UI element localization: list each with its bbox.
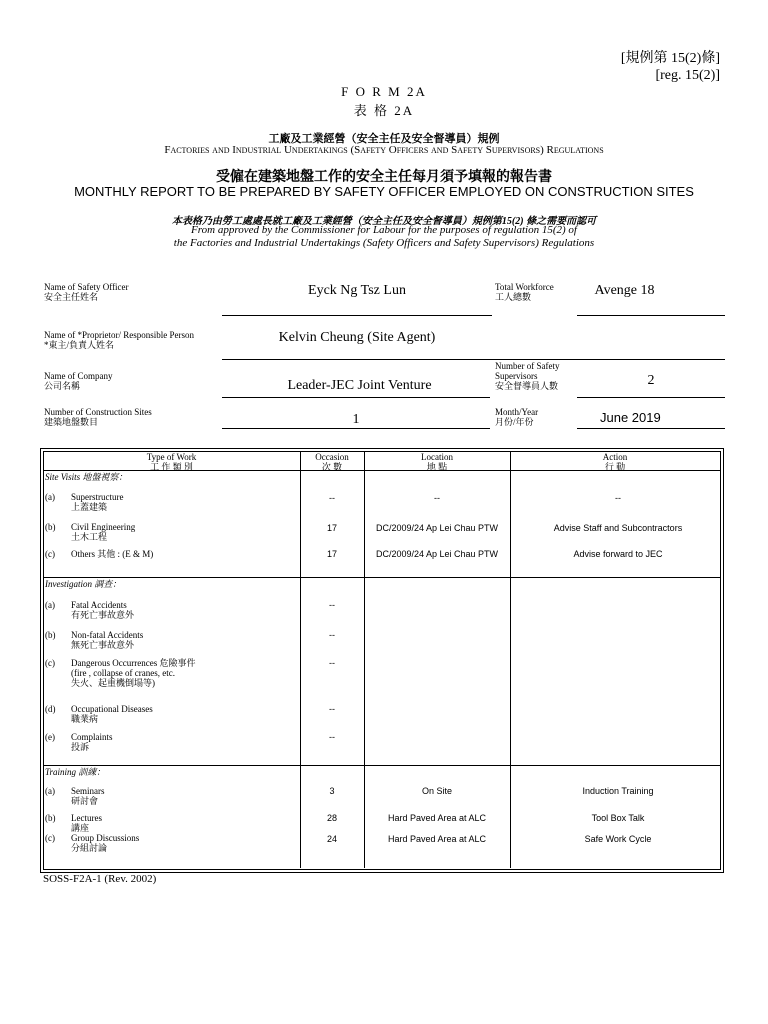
approval-note-english-2: the Factories and Industrial Undertakings (Safety Officers and Safety Supervisors) Regulations: [173, 237, 595, 249]
proprietor-label: Name of *Proprietor/ Responsible Person *東主/負責人姓名: [44, 330, 194, 350]
officer-value[interactable]: Eyck Ng Tsz Lun: [308, 283, 406, 298]
form-title-english: F O R M 2A: [341, 84, 427, 99]
workforce-label: Total Workforce 工人總數: [495, 282, 554, 302]
regulation-ref-chinese: [規例第 15(2)條]: [620, 51, 720, 66]
workforce-value[interactable]: Avenge 18: [594, 283, 655, 298]
section-site-visits: Site Visits 地盤視察：: [45, 472, 128, 482]
sites-value[interactable]: 1: [352, 412, 360, 427]
report-title-chinese: 受僱在建築地盤工作的安全主任每月須予填報的報告書: [216, 170, 552, 185]
section-training: Training 訓練：: [45, 767, 106, 777]
supervisors-label: Number of Safety Supervisors 安全督導員人數: [495, 361, 560, 391]
regulations-title-english: Factories and Industrial Undertakings (Safety Officers and Safety Supervisors) Regulations: [164, 144, 604, 156]
form-title-chinese: 表 格 2A: [353, 103, 415, 118]
proprietor-value[interactable]: Kelvin Cheung (Site Agent): [278, 330, 436, 345]
supervisors-value[interactable]: 2: [647, 373, 655, 388]
approval-note-chinese: 本表格乃由勞工處處長就工廠及工業經營（安全主任及安全督導員）規例第15(2) 條之需要而認可: [171, 216, 597, 227]
section-investigation: Investigation 調查：: [45, 579, 122, 589]
company-label: Name of Company 公司名稱: [44, 371, 113, 391]
header-type-of-work: Type of Work 工 作 類 別: [146, 452, 197, 472]
form-code: SOSS-F2A-1 (Rev. 2002): [43, 873, 157, 885]
sites-label: Number of Construction Sites 建築地盤數目: [44, 407, 152, 427]
header-occasion: Occasion 次 數: [315, 452, 349, 472]
month-value[interactable]: June 2019: [600, 410, 661, 425]
report-title-english: MONTHLY REPORT TO BE PREPARED BY SAFETY OFFICER EMPLOYED ON CONSTRUCTION SITES: [74, 184, 694, 199]
regulations-title-chinese: 工廠及工業經營（安全主任及安全督導員）規例: [268, 133, 500, 145]
officer-label: Name of Safety Officer 安全主任姓名: [44, 282, 129, 302]
company-value[interactable]: Leader-JEC Joint Venture: [287, 378, 432, 393]
header-action: Action 行 動: [602, 452, 628, 472]
regulation-ref-english: [reg. 15(2)]: [655, 68, 720, 83]
approval-note-english-1: From approved by the Commissioner for Labour for the purposes of regulation 15(2) of: [191, 224, 577, 236]
header-location: Location 地 點: [421, 452, 453, 472]
month-label: Month/Year 月份/年份: [495, 407, 539, 427]
